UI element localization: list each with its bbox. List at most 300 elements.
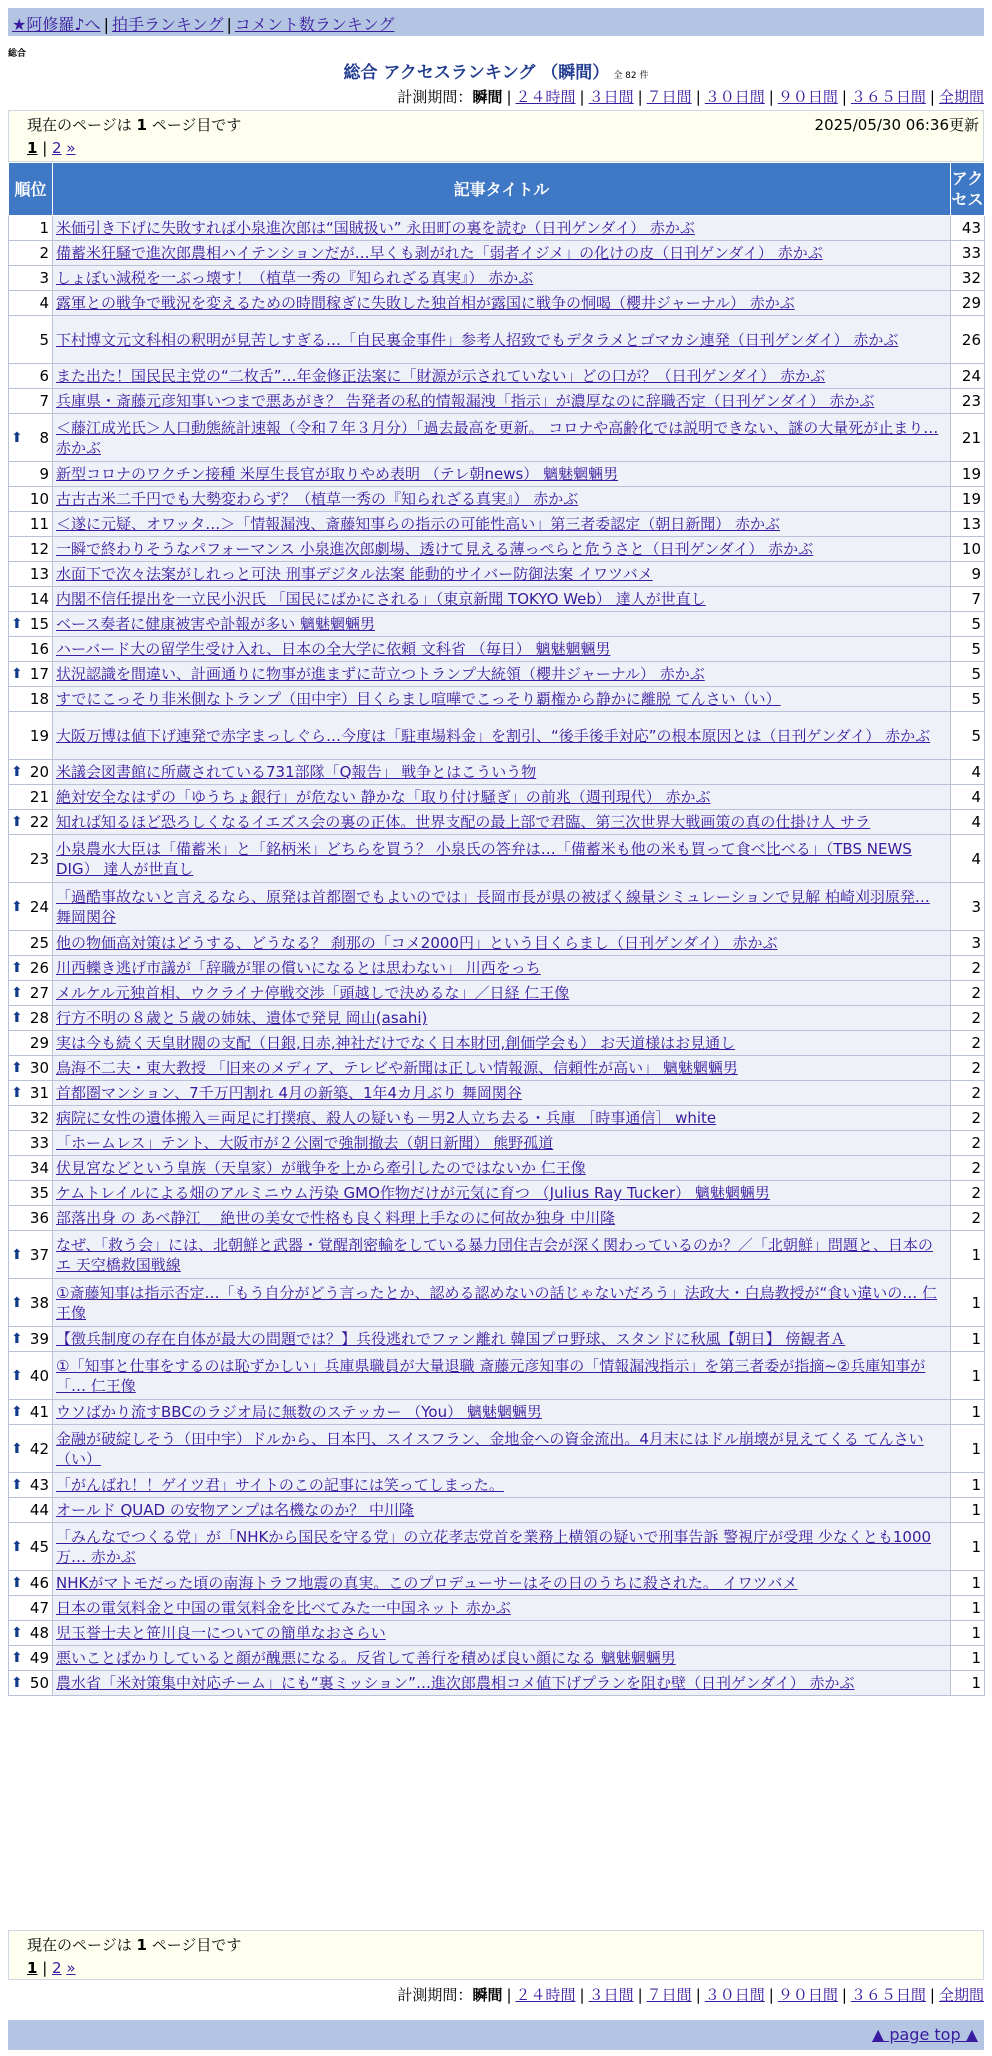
access-count: 1 (951, 1621, 985, 1646)
table-row (9, 712, 985, 760)
title-cell (53, 487, 951, 512)
rank-cell (9, 810, 53, 835)
article-title-link[interactable]: ①「知事と仕事をするのは恥ずかしい」兵庫県職員が大量退職 斎藤元彦知事の「情報漏洩指示」を第三者委が指摘~②兵庫知事が「… 仁王像 (56, 1356, 926, 1395)
access-count: 5 (951, 612, 985, 637)
table-row (9, 487, 985, 512)
total-count: 全 82 件 (613, 71, 649, 81)
table-row (9, 1106, 985, 1131)
article-title-link[interactable]: 新型コロナのワクチン接種 米厚生長官が取りやめ表明 （テレ朝news） 魑魅魍魎男 (56, 465, 619, 483)
article-title-link[interactable]: また出た！国民民主党の“二枚舌”…年金修正法案に「財源が示されていない」どの口が？（日刊ゲンダイ） 赤かぶ (56, 367, 826, 385)
article-title-link[interactable]: 状況認識を間違い、計画通りに物事が進まずに苛立つトランプ大統領（櫻井ジャーナル） 赤かぶ (56, 665, 705, 683)
rank-cell (9, 587, 53, 612)
period-label: 計測期間： (397, 88, 473, 106)
table-row (9, 316, 985, 364)
access-count: 4 (951, 760, 985, 785)
access-count: 2 (951, 1056, 985, 1081)
page-title-block (0, 58, 992, 83)
title-cell (53, 1056, 951, 1081)
rank-number: 39 (29, 1330, 49, 1348)
rank-up-arrow-icon: ⬆ (11, 764, 23, 780)
rank-cell (9, 956, 53, 981)
pager-top (8, 110, 984, 162)
article-title-link[interactable]: 伏見宮などという皇族（天皇家）が戦争を上から牽引したのではないか 仁王像 (56, 1159, 586, 1177)
nav-separator: | (103, 15, 109, 34)
ranking-table (8, 162, 985, 1696)
access-count: 5 (951, 712, 985, 760)
rank-up-arrow-icon: ⬆ (11, 1294, 23, 1311)
table-row (9, 810, 985, 835)
rank-up-arrow-icon: ⬆ (11, 1650, 23, 1666)
access-count: 5 (951, 637, 985, 662)
nav-link-applause-ranking[interactable]: 拍手ランキング (111, 15, 224, 34)
rank-cell (9, 760, 53, 785)
rank-cell (9, 1327, 53, 1352)
article-title-link[interactable]: 「過酷事故ないと言えるなら、原発は首都圏でもよいのでは」長岡市長が県の被ばく線量シミュレーションで見解 柏崎刈羽原発… 舞岡関谷 (56, 887, 930, 926)
page-link-current: 1 (27, 139, 38, 157)
access-count: 5 (951, 687, 985, 712)
table-row (9, 462, 985, 487)
title-cell (53, 1498, 951, 1523)
article-title-link[interactable]: 行方不明の８歳と５歳の姉妹、遺体で発見 岡山(asahi) (56, 1009, 428, 1027)
rank-number: 33 (29, 1134, 49, 1152)
rank-cell (9, 414, 53, 462)
article-title-link[interactable]: ハーバード大の留学生受け入れ、日本の全大学に依頼 文科省 （毎日） 魑魅魍魎男 (56, 640, 611, 658)
rank-cell (9, 1106, 53, 1131)
title-cell (53, 612, 951, 637)
rank-number: 12 (29, 540, 49, 558)
title-cell (53, 1571, 951, 1596)
next-page-link[interactable]: » (66, 1959, 76, 1977)
table-row (9, 1131, 985, 1156)
article-title-link[interactable]: 実は今も続く天皇財閥の支配（日銀,日赤,神社だけでなく日本財団,創価学会も） お天道様はお見通し (56, 1034, 736, 1052)
access-count: 5 (951, 662, 985, 687)
rank-up-arrow-icon: ⬆ (11, 1675, 23, 1691)
rank-cell (9, 1056, 53, 1081)
period-label: 計測期間： (397, 1986, 473, 2004)
rank-number: 17 (29, 665, 49, 683)
rank-cell (9, 462, 53, 487)
rank-up-arrow-icon: ⬆ (11, 616, 23, 632)
article-title-link[interactable]: ベース奏者に健康被害や訃報が多い 魑魅魍魎男 (56, 615, 376, 633)
article-title-link[interactable]: 備蓄米狂騒で進次郎農相ハイテンションだが…早くも剥がれた「弱者イジメ」の化けの皮（日刊ゲンダイ） 赤かぶ (56, 244, 823, 262)
table-row (9, 364, 985, 389)
article-title-link[interactable]: 「ホームレス」テント、大阪市が２公園で強制撤去（朝日新聞） 熊野孤道 (56, 1134, 554, 1152)
table-row (9, 1081, 985, 1106)
access-count: 2 (951, 1006, 985, 1031)
access-count: 32 (951, 266, 985, 291)
article-title-link[interactable]: 他の物価高対策はどうする、どうなる？ 刹那の「コメ2000円」という目くらまし（日刊ゲンダイ） 赤かぶ (56, 934, 778, 952)
title-cell (53, 216, 951, 241)
rank-number: 4 (39, 294, 49, 312)
table-row (9, 414, 985, 462)
article-title-link[interactable]: 「がんばれ！！ゲイツ君」サイトのこの記事には笑ってしまった。 (56, 1476, 504, 1494)
article-title-link[interactable]: 病院に女性の遺体搬入＝両足に打撲痕、殺人の疑いも－男2人立ち去る・兵庫 ［時事通信］ white (56, 1109, 717, 1127)
table-row (9, 1031, 985, 1056)
period-separator: | (841, 88, 847, 106)
rank-number: 50 (29, 1674, 49, 1692)
rank-up-arrow-icon: ⬆ (11, 1440, 23, 1457)
article-title-link[interactable]: 小泉農水大臣は「備蓄米」と「銘柄米」どちらを買う？ 小泉氏の答弁は…「備蓄米も他の米も買って食べ比べる」（TBS NEWS DIG） 達人が世直し (56, 839, 912, 878)
title-cell (53, 1181, 951, 1206)
period-option-4[interactable]: ９０日間 (777, 88, 838, 106)
access-count: 1 (951, 1231, 985, 1279)
access-count: 1 (951, 1400, 985, 1425)
rank-cell (9, 389, 53, 414)
rank-number: 22 (29, 813, 49, 831)
article-title-link[interactable]: NHKがマトモだった頃の南海トラフ地震の真実。このプロデューサーはその日のうちに殺された。 イワツバメ (56, 1574, 798, 1592)
period-separator: | (768, 1986, 774, 2004)
table-row (9, 1498, 985, 1523)
period-option-2[interactable]: ７日間 (646, 88, 692, 106)
table-row (9, 1596, 985, 1621)
title-cell (53, 414, 951, 462)
pager-current-page: 1 (136, 1936, 147, 1954)
access-count: 1 (951, 1327, 985, 1352)
rank-cell (9, 1231, 53, 1279)
rank-up-arrow-icon: ⬆ (11, 960, 23, 976)
rank-number: 40 (29, 1366, 49, 1385)
period-option-3[interactable]: ３０日間 (704, 88, 765, 106)
rank-number: 34 (29, 1159, 49, 1177)
access-count: 19 (951, 487, 985, 512)
table-row (9, 931, 985, 956)
article-title-link[interactable]: 内閣不信任提出を一立民小沢氏 「国民にばかにされる」（東京新聞 TOKYO Web） 達人が世直し (56, 590, 706, 608)
title-cell (53, 1231, 951, 1279)
period-option-5[interactable]: ３６５日間 (850, 88, 926, 106)
access-count: 13 (951, 512, 985, 537)
access-count: 3 (951, 931, 985, 956)
title-cell (53, 1131, 951, 1156)
period-option-1[interactable]: ３日間 (588, 1986, 634, 2004)
rank-number: 41 (29, 1403, 49, 1421)
rank-cell (9, 662, 53, 687)
article-title-link[interactable]: 日本の電気料金と中国の電気料金を比べてみた一中国ネット 赤かぶ (56, 1599, 511, 1617)
article-title-link[interactable]: ケムトレイルによる畑のアルミニウム汚染 GMO作物だけが元気に育つ （Julius Ray Tucker） 魑魅魍魎男 (56, 1184, 770, 1202)
article-title-link[interactable]: 米議会図書館に所蔵されている731部隊「Q報告」 戦争とはこういう物 (56, 763, 537, 781)
access-count: 2 (951, 1031, 985, 1056)
rank-up-arrow-icon: ⬆ (11, 814, 23, 830)
period-option-6[interactable]: 全期間 (938, 1986, 984, 2004)
rank-number: 25 (29, 934, 49, 952)
table-row (9, 1206, 985, 1231)
pager-text-post: ページ目です (151, 1936, 242, 1954)
rank-number: 3 (39, 269, 49, 287)
rank-cell (9, 687, 53, 712)
article-title-link[interactable]: 大阪万博は値下げ連発で赤字まっしぐら…今度は「駐車場料金」を割引、“後手後手対応”の根本原因とは（日刊ゲンダイ） 赤かぶ (56, 726, 931, 745)
rank-up-arrow-icon: ⬆ (11, 1367, 23, 1384)
article-title-link[interactable]: なぜ、「救う会」には、北朝鮮と武器・覚醒剤密輸をしている暴力団住吉会が深く関わっているのか？／「北朝鮮」問題と、日本のエ 天空橋救国戦線 (56, 1235, 933, 1274)
period-option-3[interactable]: ３０日間 (704, 1986, 765, 2004)
table-row (9, 662, 985, 687)
rank-cell (9, 364, 53, 389)
rank-up-arrow-icon: ⬆ (11, 1538, 23, 1555)
rank-up-arrow-icon: ⬆ (11, 1085, 23, 1101)
page-link-2[interactable]: 2 (52, 139, 62, 157)
access-count: 23 (951, 389, 985, 414)
title-cell (53, 760, 951, 785)
article-title-link[interactable]: 児玉誉士夫と笹川良一についての簡単なおさらい (56, 1624, 386, 1642)
table-row (9, 537, 985, 562)
period-separator: | (506, 88, 512, 106)
rank-number: 28 (29, 1009, 49, 1027)
table-row (9, 241, 985, 266)
article-title-link[interactable]: 「みんなでつくる党」が「NHKから国民を守る党」の立花孝志党首を業務上横領の疑いで刑事告訴 警視庁が受理 少なくとも1000万… 赤かぶ (56, 1527, 932, 1566)
access-count: 2 (951, 1156, 985, 1181)
article-title-link[interactable]: 古古古米二千円でも大勢変わらず？（植草一秀の『知られざる真実』） 赤かぶ (56, 490, 579, 508)
rank-number: 5 (39, 330, 49, 349)
rank-cell (9, 512, 53, 537)
page-top-link[interactable]: ▲ page top ▲ (871, 2025, 978, 2044)
rank-number: 18 (29, 690, 49, 708)
table-row (9, 1181, 985, 1206)
title-cell (53, 956, 951, 981)
access-count: 1 (951, 1671, 985, 1696)
table-row (9, 1400, 985, 1425)
access-count: 2 (951, 1081, 985, 1106)
table-row (9, 1621, 985, 1646)
period-separator: | (841, 1986, 847, 2004)
rank-cell (9, 487, 53, 512)
rank-number: 11 (29, 515, 49, 533)
access-count: 29 (951, 291, 985, 316)
rank-up-arrow-icon: ⬆ (11, 898, 23, 915)
period-option-2[interactable]: ７日間 (646, 1986, 692, 2004)
period-option-6[interactable]: 全期間 (938, 88, 984, 106)
rank-cell (9, 1279, 53, 1327)
rank-cell (9, 1571, 53, 1596)
access-count: 9 (951, 562, 985, 587)
rank-cell (9, 1006, 53, 1031)
rank-number: 32 (29, 1109, 49, 1127)
rank-cell (9, 712, 53, 760)
ranking-table-body (9, 216, 985, 1696)
rank-cell (9, 1352, 53, 1400)
title-cell (53, 1473, 951, 1498)
article-title-link[interactable]: 首都圏マンション、7千万円割れ 4月の新築、1年4カ月ぶり 舞岡関谷 (56, 1084, 522, 1102)
access-count: 19 (951, 462, 985, 487)
rank-number: 38 (29, 1293, 49, 1312)
period-separator: | (637, 1986, 643, 2004)
article-title-link[interactable]: 川西轢き逃げ市議が「辞職が罪の償いになるとは思わない」 川西をっち (56, 959, 541, 977)
pager-current-page: 1 (136, 116, 147, 134)
period-selector-bottom (397, 1984, 984, 2005)
period-separator: | (579, 88, 585, 106)
article-title-link[interactable]: 水面下で次々法案がしれっと可決 刑事デジタル法案 能動的サイバー防御法案 イワツバメ (56, 565, 653, 583)
article-title-link[interactable]: すでにこっそり非米側なトランプ（田中宇）目くらまし喧嘩でこっそり覇権から静かに離脱 てんさい（い） (56, 690, 781, 708)
article-title-link[interactable]: 絶対安全なはずの「ゆうちょ銀行」が危ない 静かな「取り付け騒ぎ」の前兆（週刊現代） 赤かぶ (56, 788, 711, 806)
page-link-current: 1 (27, 1959, 38, 1977)
rank-number: 6 (39, 367, 49, 385)
table-row (9, 389, 985, 414)
article-title-link[interactable]: しょぼい減税を一ぶっ壊す！（植草一秀の『知られざる真実』） 赤かぶ (56, 269, 534, 287)
access-count: 2 (951, 1206, 985, 1231)
rank-up-arrow-icon: ⬆ (11, 429, 23, 446)
access-count: 3 (951, 883, 985, 931)
table-row (9, 1671, 985, 1696)
rank-cell (9, 1621, 53, 1646)
article-title-link[interactable]: 金融が破綻しそう（田中宇）ドルから、日本円、スイスフラン、金地金への資金流出。4月末にはドル崩壊が見えてくる てんさい（い） (56, 1429, 924, 1468)
table-row (9, 687, 985, 712)
title-cell (53, 241, 951, 266)
title-cell (53, 1352, 951, 1400)
rank-up-arrow-icon: ⬆ (11, 1331, 23, 1347)
access-count: 2 (951, 981, 985, 1006)
title-cell (53, 562, 951, 587)
period-option-0[interactable]: ２４時間 (515, 88, 576, 106)
nav-separator: | (226, 15, 232, 34)
rank-cell (9, 1131, 53, 1156)
article-title-link[interactable]: 下村博文元文科相の釈明が見苦しすぎる…「自民裏金事件」参考人招致でもデタラメとゴマカシ連発（日刊ゲンダイ） 赤かぶ (56, 330, 899, 349)
access-count: 1 (951, 1571, 985, 1596)
title-cell (53, 835, 951, 883)
access-count: 1 (951, 1596, 985, 1621)
access-count: 1 (951, 1279, 985, 1327)
title-cell (53, 587, 951, 612)
period-option-5[interactable]: ３６５日間 (850, 1986, 926, 2004)
rank-cell (9, 1646, 53, 1671)
article-title-link[interactable]: 【徴兵制度の存在自体が最大の問題では？】兵役逃れでファン離れ 韓国プロ野球、スタンドに秋風【朝日】 傍観者Ａ (56, 1330, 846, 1348)
table-row (9, 291, 985, 316)
table-row (9, 1646, 985, 1671)
rank-number: 20 (29, 763, 49, 781)
access-count: 1 (951, 1473, 985, 1498)
table-row (9, 612, 985, 637)
article-title-link[interactable]: 米価引き下げに失敗すれば小泉進次郎は“国賊扱い” 永田町の裏を読む（日刊ゲンダイ） 赤かぶ (56, 219, 695, 237)
article-title-link[interactable]: 一瞬で終わりそうなパフォーマンス 小泉進次郎劇場、透けて見える薄っぺらと危うさと（日刊ゲンダイ） 赤かぶ (56, 540, 814, 558)
article-title-link[interactable]: 鳥海不二夫・東大教授 「旧来のメディア、テレビや新聞は正しい情報源、信頼性が高い」 魑魅魍魎男 (56, 1059, 738, 1077)
pager-bottom (8, 1930, 984, 1980)
table-row (9, 216, 985, 241)
rank-number: 31 (29, 1084, 49, 1102)
pager-text-post: ページ目です (151, 116, 242, 134)
nav-link-comment-ranking[interactable]: コメント数ランキング (234, 15, 395, 34)
period-selector-top (397, 86, 984, 107)
title-cell (53, 1156, 951, 1181)
title-cell (53, 662, 951, 687)
access-count: 33 (951, 241, 985, 266)
rank-up-arrow-icon: ⬆ (11, 1575, 23, 1591)
title-cell (53, 1106, 951, 1131)
rank-cell (9, 883, 53, 931)
rank-number: 48 (29, 1624, 49, 1642)
period-separator: | (695, 88, 701, 106)
table-row (9, 266, 985, 291)
title-cell (53, 883, 951, 931)
period-separator: | (579, 1986, 585, 2004)
rank-up-arrow-icon: ⬆ (11, 1404, 23, 1420)
access-count: 21 (951, 414, 985, 462)
period-separator: | (929, 88, 935, 106)
rank-cell (9, 1596, 53, 1621)
table-row (9, 981, 985, 1006)
access-count: 2 (951, 1131, 985, 1156)
rank-cell (9, 216, 53, 241)
title-cell (53, 1327, 951, 1352)
access-count: 2 (951, 956, 985, 981)
table-row (9, 1571, 985, 1596)
rank-cell (9, 1181, 53, 1206)
rank-number: 13 (29, 565, 49, 583)
article-title-link[interactable]: 兵庫県・斎藤元彦知事いつまで悪あがき？ 告発者の私的情報漏洩「指示」が濃厚なのに辞職否定（日刊ゲンダイ） 赤かぶ (56, 392, 875, 410)
title-cell (53, 1279, 951, 1327)
article-title-link[interactable]: 悪いことばかりしていると顔が醜悪になる。反省して善行を積めば良い顔になる 魑魅魍魎男 (56, 1649, 676, 1667)
title-cell (53, 810, 951, 835)
period-separator: | (506, 1986, 512, 2004)
page-link-2[interactable]: 2 (52, 1959, 62, 1977)
period-option-1[interactable]: ３日間 (588, 88, 634, 106)
article-title-link[interactable]: ＜遂に元疑、オワッタ…＞「情報漏洩、斎藤知事らの指示の可能性高い」第三者委認定（朝日新聞） 赤かぶ (56, 515, 781, 533)
table-row (9, 1352, 985, 1400)
header-rank: 順位 (9, 163, 53, 216)
table-row (9, 1425, 985, 1473)
rank-cell (9, 291, 53, 316)
pager-text-pre: 現在のページは (27, 116, 132, 134)
rank-up-arrow-icon: ⬆ (11, 1246, 23, 1263)
table-row (9, 1056, 985, 1081)
article-title-link[interactable]: 農水省「米対策集中対応チーム」にも“裏ミッション”…進次郎農相コメ値下げプランを阻む壁（日刊ゲンダイ） 赤かぶ (56, 1674, 855, 1692)
rank-number: 45 (29, 1537, 49, 1556)
period-separator: | (637, 88, 643, 106)
title-cell (53, 1006, 951, 1031)
rank-cell (9, 241, 53, 266)
rank-cell (9, 562, 53, 587)
access-count: 2 (951, 1181, 985, 1206)
table-row (9, 562, 985, 587)
period-option-0[interactable]: ２４時間 (515, 1986, 576, 2004)
table-row (9, 1156, 985, 1181)
table-row (9, 785, 985, 810)
table-row (9, 883, 985, 931)
next-page-link[interactable]: » (66, 139, 76, 157)
rank-up-arrow-icon: ⬆ (11, 1625, 23, 1641)
title-cell (53, 512, 951, 537)
article-title-link[interactable]: ①斎藤知事は指示否定…「もう自分がどう言ったとか、認める認めないの話じゃないだろう」法政大・白鳥教授が“食い違いの… 仁王像 (56, 1283, 937, 1322)
rank-number: 29 (29, 1034, 49, 1052)
rank-cell (9, 835, 53, 883)
rank-number: 2 (39, 244, 49, 262)
pager-text-pre: 現在のページは (27, 1936, 132, 1954)
article-title-link[interactable]: オールド QUAD の安物アンプは名機なのか？ 中川隆 (56, 1501, 415, 1519)
nav-link-asura[interactable]: ★阿修羅♪へ (12, 15, 101, 34)
title-cell (53, 266, 951, 291)
rank-number: 9 (39, 465, 49, 483)
rank-cell (9, 931, 53, 956)
rank-number: 47 (29, 1599, 49, 1617)
article-title-link[interactable]: ＜藤江成光氏＞人口動態統計速報（令和７年３月分）「過去最高を更新。 コロナや高齢化では説明できない、謎の大量死が止まり… 赤かぶ (56, 418, 939, 457)
rank-number: 46 (29, 1574, 49, 1592)
title-cell (53, 462, 951, 487)
table-row (9, 956, 985, 981)
rank-number: 7 (39, 392, 49, 410)
top-nav (8, 8, 984, 36)
rank-number: 1 (39, 219, 49, 237)
article-title-link[interactable]: 部落出身 の あべ静江 ＿絶世の美女で性格も良く料理上手なのに何故か独身 中川隆 (56, 1209, 616, 1227)
period-option-4[interactable]: ９０日間 (777, 1986, 838, 2004)
article-title-link[interactable]: ウソばかり流すBBCのラジオ局に無数のステッカー （You） 魑魅魍魎男 (56, 1403, 542, 1421)
access-count: 7 (951, 587, 985, 612)
article-title-link[interactable]: 露軍との戦争で戦況を変えるための時間稼ぎに失敗した独首相が露国に戦争の恫喝（櫻井ジャーナル） 赤かぶ (56, 294, 795, 312)
table-row (9, 587, 985, 612)
rank-cell (9, 266, 53, 291)
title-cell (53, 981, 951, 1006)
rank-cell (9, 1031, 53, 1056)
title-cell (53, 316, 951, 364)
pager-links: 1 | 2 » (27, 139, 76, 157)
article-title-link[interactable]: メルケル元独首相、ウクライナ停戦交渉「頭越しで決めるな」／日経 仁王像 (56, 984, 570, 1002)
article-title-link[interactable]: 知れば知るほど恐ろしくなるイエズス会の裏の正体。世界支配の最上部で君臨、第三次世界大戦画策の真の仕掛け人 サラ (56, 813, 871, 831)
rank-cell (9, 1523, 53, 1571)
period-separator: | (929, 1986, 935, 2004)
